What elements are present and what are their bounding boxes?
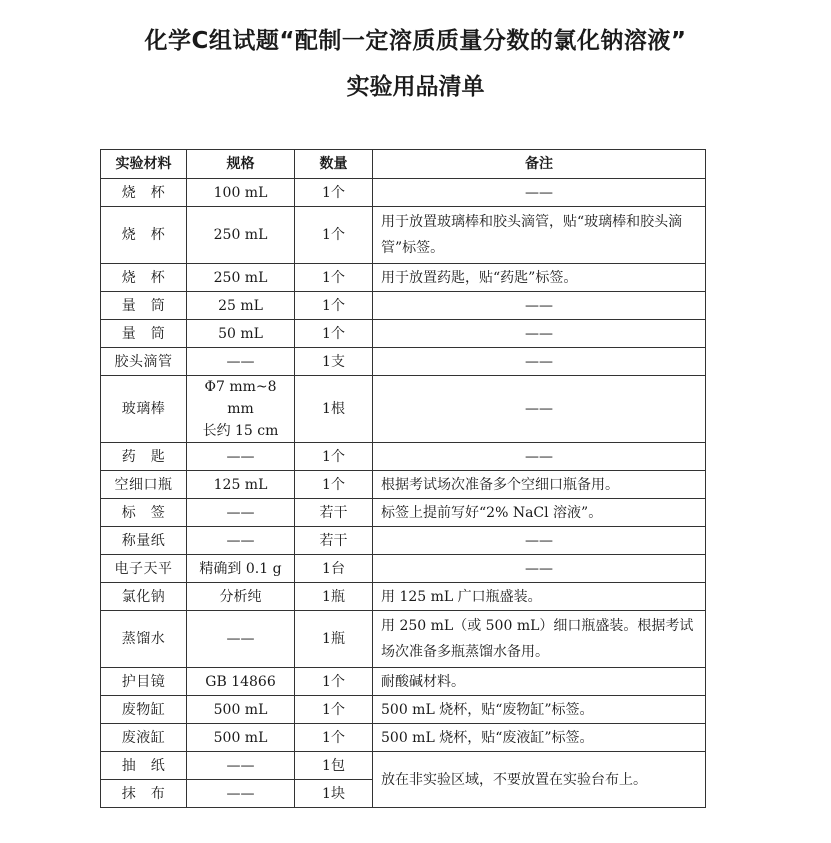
material-name: 蒸馏水 bbox=[101, 611, 187, 668]
material-note: 标签上提前写好“2% NaCl 溶液”。 bbox=[373, 499, 706, 527]
table-row bbox=[101, 583, 706, 611]
material-name: 标 签 bbox=[101, 499, 187, 527]
material-spec: 分析纯 bbox=[187, 583, 295, 611]
materials-table bbox=[100, 149, 706, 808]
material-quantity: 1瓶 bbox=[295, 583, 373, 611]
material-name: 烧 杯 bbox=[101, 179, 187, 207]
spec-diameter: Φ7 mm~8 mm bbox=[204, 379, 277, 417]
material-spec: 500 mL bbox=[187, 696, 295, 724]
document-title: 化学C组试题“配制一定溶质质量分数的氯化钠溶液” bbox=[144, 28, 687, 54]
material-spec: —— bbox=[187, 780, 295, 808]
material-spec: GB 14866 bbox=[187, 668, 295, 696]
material-spec: 100 mL bbox=[187, 179, 295, 207]
table-row bbox=[101, 179, 706, 207]
table-row bbox=[101, 696, 706, 724]
material-name: 废物缸 bbox=[101, 696, 187, 724]
material-note: 耐酸碱材料。 bbox=[373, 668, 706, 696]
table-row bbox=[101, 320, 706, 348]
material-quantity: 1个 bbox=[295, 668, 373, 696]
header-quantity: 数量 bbox=[295, 150, 373, 179]
material-name: 护目镜 bbox=[101, 668, 187, 696]
material-quantity: 1瓶 bbox=[295, 611, 373, 668]
material-quantity: 1个 bbox=[295, 443, 373, 471]
material-spec: 精确到 0.1 g bbox=[187, 555, 295, 583]
material-name: 烧 杯 bbox=[101, 264, 187, 292]
material-name: 药 匙 bbox=[101, 443, 187, 471]
header-spec: 规格 bbox=[187, 150, 295, 179]
material-name: 抹 布 bbox=[101, 780, 187, 808]
material-quantity: 1块 bbox=[295, 780, 373, 808]
material-spec: 250 mL bbox=[187, 207, 295, 264]
material-note: —— bbox=[373, 292, 706, 320]
table-row bbox=[101, 471, 706, 499]
material-quantity: 1个 bbox=[295, 292, 373, 320]
material-note: 500 mL 烧杯，贴“废液缸”标签。 bbox=[373, 724, 706, 752]
material-name: 玻璃棒 bbox=[101, 376, 187, 443]
material-spec: —— bbox=[187, 611, 295, 668]
table-row bbox=[101, 752, 706, 780]
material-spec: 50 mL bbox=[187, 320, 295, 348]
material-name: 氯化钠 bbox=[101, 583, 187, 611]
table-row bbox=[101, 555, 706, 583]
table-row bbox=[101, 724, 706, 752]
table-row bbox=[101, 207, 706, 264]
material-spec: —— bbox=[187, 527, 295, 555]
material-note: —— bbox=[373, 348, 706, 376]
table-row bbox=[101, 443, 706, 471]
material-name: 烧 杯 bbox=[101, 207, 187, 264]
material-quantity: 1个 bbox=[295, 471, 373, 499]
document-subtitle: 实验用品清单 bbox=[346, 74, 485, 100]
material-name: 抽 纸 bbox=[101, 752, 187, 780]
table-row bbox=[101, 611, 706, 668]
material-note: 500 mL 烧杯，贴“废物缸”标签。 bbox=[373, 696, 706, 724]
material-quantity: 1支 bbox=[295, 348, 373, 376]
material-quantity: 1台 bbox=[295, 555, 373, 583]
material-name: 电子天平 bbox=[101, 555, 187, 583]
material-name: 称量纸 bbox=[101, 527, 187, 555]
material-note: 用 250 mL（或 500 mL）细口瓶盛装。根据考试场次准备多瓶蒸馏水备用。 bbox=[373, 611, 706, 668]
material-spec: 500 mL bbox=[187, 724, 295, 752]
material-spec: 25 mL bbox=[187, 292, 295, 320]
material-note: —— bbox=[373, 443, 706, 471]
header-material: 实验材料 bbox=[101, 150, 187, 179]
material-spec: —— bbox=[187, 443, 295, 471]
material-quantity: 1个 bbox=[295, 724, 373, 752]
material-note: 根据考试场次准备多个空细口瓶备用。 bbox=[373, 471, 706, 499]
material-note: —— bbox=[373, 179, 706, 207]
material-quantity: 1个 bbox=[295, 179, 373, 207]
material-name: 空细口瓶 bbox=[101, 471, 187, 499]
spec-length: 长约 15 cm bbox=[202, 423, 279, 439]
material-spec: 125 mL bbox=[187, 471, 295, 499]
shared-note: 放在非实验区域，不要放置在实验台布上。 bbox=[373, 752, 706, 808]
material-note: —— bbox=[373, 527, 706, 555]
table-row bbox=[101, 376, 706, 443]
material-note: —— bbox=[373, 555, 706, 583]
material-quantity: 1个 bbox=[295, 696, 373, 724]
table-row bbox=[101, 264, 706, 292]
material-quantity: 1个 bbox=[295, 207, 373, 264]
material-quantity: 1包 bbox=[295, 752, 373, 780]
material-note: 用于放置药匙，贴“药匙”标签。 bbox=[373, 264, 706, 292]
material-spec: —— bbox=[187, 752, 295, 780]
material-quantity: 若干 bbox=[295, 527, 373, 555]
material-name: 胶头滴管 bbox=[101, 348, 187, 376]
material-spec: 250 mL bbox=[187, 264, 295, 292]
material-note: 用于放置玻璃棒和胶头滴管，贴“玻璃棒和胶头滴管”标签。 bbox=[373, 207, 706, 264]
material-quantity: 1个 bbox=[295, 320, 373, 348]
table-row bbox=[101, 348, 706, 376]
material-name: 量 筒 bbox=[101, 292, 187, 320]
table-row bbox=[101, 499, 706, 527]
material-spec bbox=[187, 376, 295, 443]
material-name: 量 筒 bbox=[101, 320, 187, 348]
table-row bbox=[101, 292, 706, 320]
table-row bbox=[101, 527, 706, 555]
material-note: —— bbox=[373, 320, 706, 348]
table-row bbox=[101, 668, 706, 696]
material-name: 废液缸 bbox=[101, 724, 187, 752]
material-spec: —— bbox=[187, 499, 295, 527]
material-spec: —— bbox=[187, 348, 295, 376]
material-quantity: 若干 bbox=[295, 499, 373, 527]
header-note: 备注 bbox=[373, 150, 706, 179]
material-note: 用 125 mL 广口瓶盛装。 bbox=[373, 583, 706, 611]
table-header-row bbox=[101, 150, 706, 179]
material-note: —— bbox=[373, 376, 706, 443]
material-quantity: 1根 bbox=[295, 376, 373, 443]
material-quantity: 1个 bbox=[295, 264, 373, 292]
